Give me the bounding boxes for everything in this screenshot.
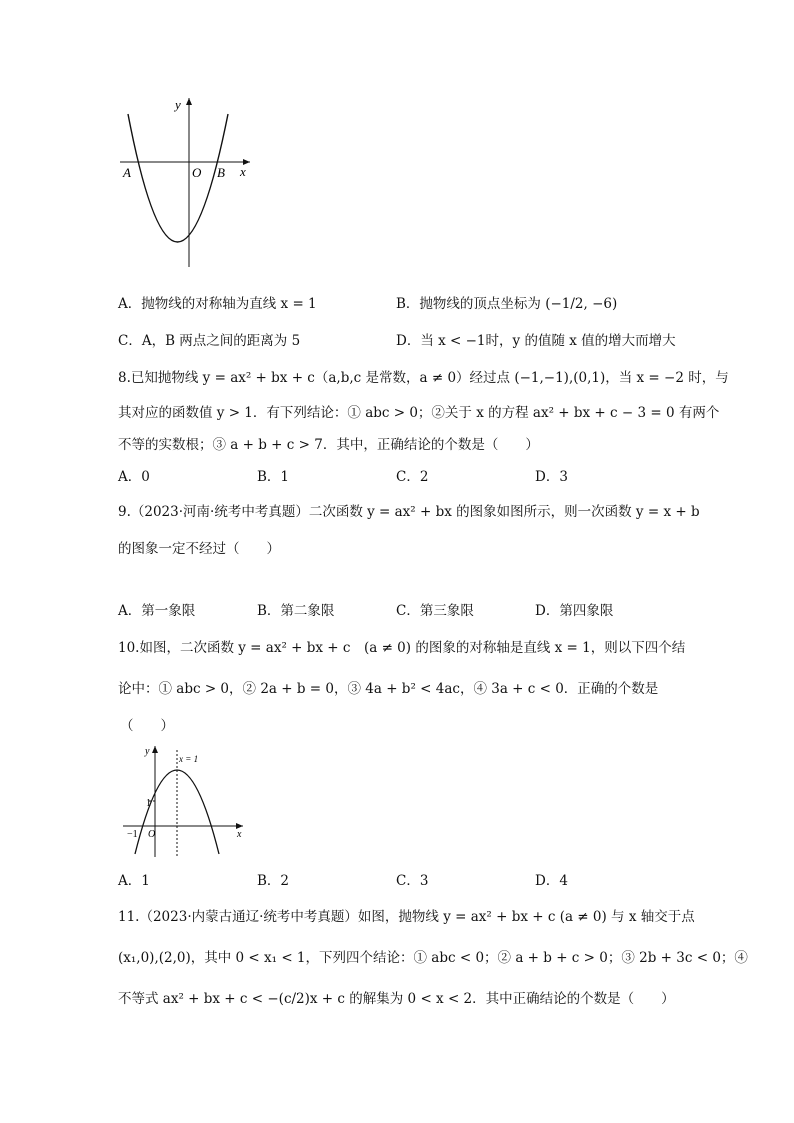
graph2-neg1-label: −1 <box>127 829 138 840</box>
q11-line-3: 不等式 ax² + bx + c < −(c/2)x + c 的解集为 0 < x < 2．其中正确结论的个数是（ ） <box>118 991 675 1007</box>
q7-option-c: C．A，B 两点之间的距离为 5 <box>118 333 301 349</box>
q10-option-c: C．3 <box>396 873 429 889</box>
graph2-y-label: y <box>145 746 150 757</box>
q8-option-d: D．3 <box>535 469 568 485</box>
graph1-a-label: A <box>123 165 131 180</box>
graph1-x-label: x <box>240 164 246 179</box>
graph1-b-label: B <box>217 165 225 180</box>
q11-line-1: 11.（2023·内蒙古通辽·统考中考真题）如图，抛物线 y = ax² + bx + c (a ≠ 0) 与 x 轴交于点 <box>118 909 695 925</box>
q7-option-d: D．当 x < −1时，y 的值随 x 值的增大而增大 <box>396 333 676 349</box>
graph2-axis-label: x = 1 <box>179 754 199 764</box>
parabola-graph-2 <box>115 742 250 860</box>
q8-option-c: C．2 <box>396 469 429 485</box>
q10-line-2: 论中：① abc > 0，② 2a + b = 0，③ 4a + b² < 4ac，④ 3a + c < 0．正确的个数是 <box>118 681 659 697</box>
q8-line-2: 其对应的函数值 y > 1．有下列结论：① abc > 0；②关于 x 的方程 ax² + bx + c − 3 = 0 有两个 <box>118 405 720 421</box>
q10-option-a: A．1 <box>118 873 150 889</box>
q7-option-a: A．抛物线的对称轴为直线 x = 1 <box>118 296 317 312</box>
graph2-o-label: O <box>148 829 156 840</box>
q8-line-3: 不等的实数根；③ a + b + c > 7．其中，正确结论的个数是（ ） <box>118 437 539 453</box>
q10-line-3: （ ） <box>120 718 174 734</box>
q9-option-d: D．第四象限 <box>535 603 614 619</box>
graph2-one-label: 1 <box>146 798 151 809</box>
q8-line-1: 8.已知抛物线 y = ax² + bx + c（a,b,c 是常数，a ≠ 0）经过点 (−1,−1),(0,1)，当 x = −2 时，与 <box>118 370 729 386</box>
q8-option-a: A．0 <box>118 469 150 485</box>
q9-option-c: C．第三象限 <box>396 603 474 619</box>
graph2-x-label: x <box>237 829 242 840</box>
q10-option-b: B．2 <box>257 873 290 889</box>
graph1-o-label: O <box>192 165 202 180</box>
q7-option-b: B．抛物线的顶点坐标为 (−1/2, −6) <box>396 296 618 312</box>
q9-line-2: 的图象一定不经过（ ） <box>118 541 280 557</box>
q11-line-2: (x₁,0),(2,0)，其中 0 < x₁ < 1，下列四个结论：① abc < 0；② a + b + c > 0；③ 2b + 3c < 0；④ <box>118 950 748 966</box>
parabola-graph-1 <box>110 92 260 272</box>
q10-line-1: 10.如图，二次函数 y = ax² + bx + c (a ≠ 0) 的图象的对称轴是直线 x = 1，则以下四个结 <box>118 640 686 656</box>
q10-option-d: D．4 <box>535 873 568 889</box>
q8-option-b: B．1 <box>257 469 290 485</box>
q9-line-1: 9.（2023·河南·统考中考真题）二次函数 y = ax² + bx 的图象如图所示，则一次函数 y = x + b <box>118 504 700 520</box>
q9-option-a: A．第一象限 <box>118 603 196 619</box>
graph1-y-label: y <box>175 97 181 112</box>
q9-option-b: B．第二象限 <box>257 603 335 619</box>
